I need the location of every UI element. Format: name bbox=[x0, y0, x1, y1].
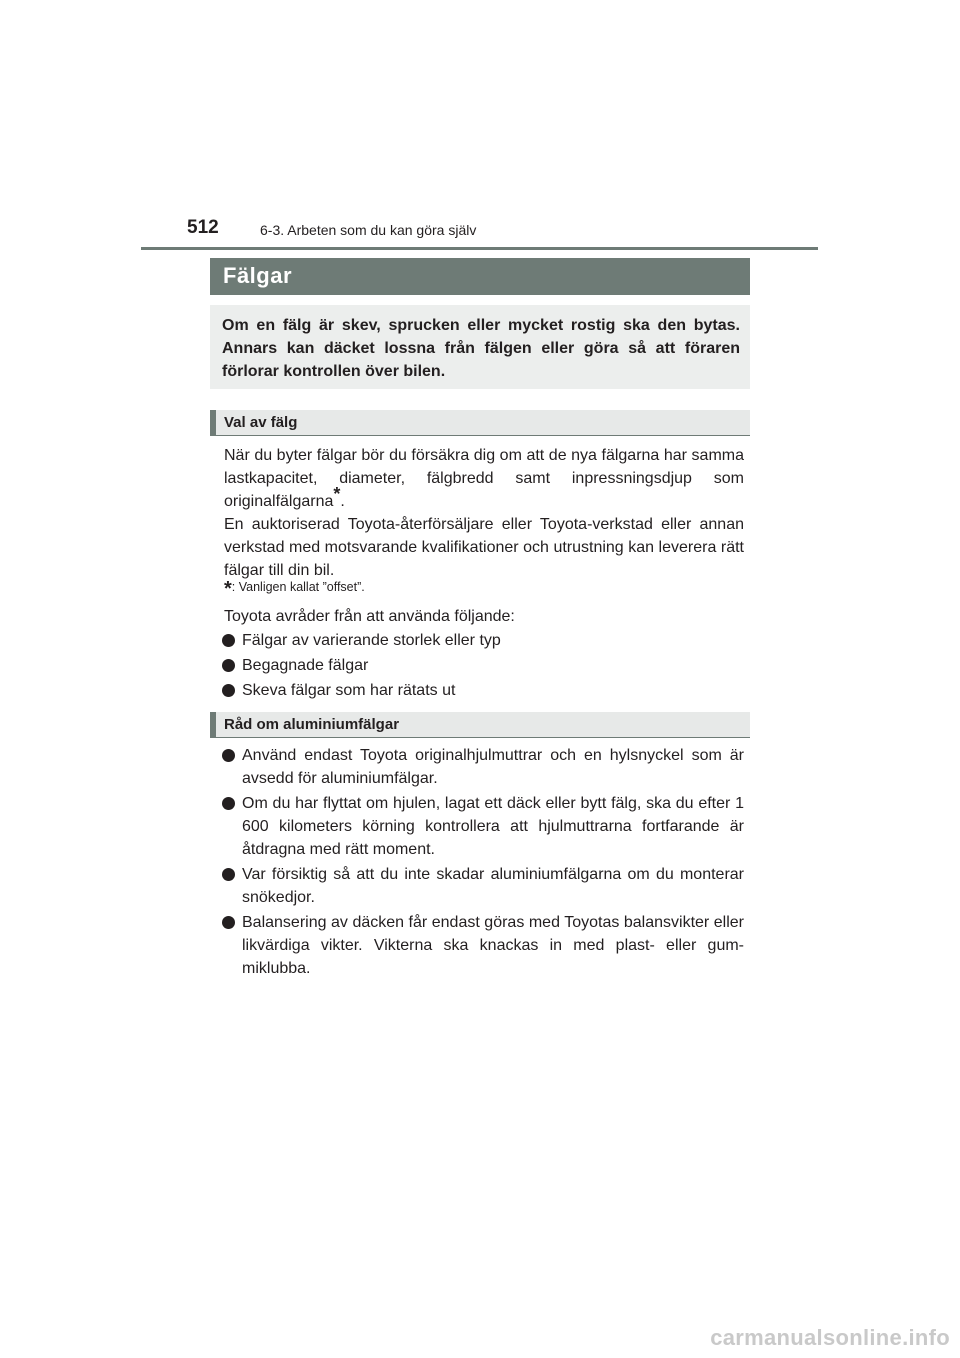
bullet-text: Använd endast Toyota originalhjulmuttrar och en hylsnyckel som är avsedd för aluminiumfälgar. bbox=[242, 747, 744, 787]
list-item bbox=[222, 629, 744, 652]
bullet-text: Balansering av däcken får endast göras med Toyotas balansvikter eller likvärdiga vikter. Vikterna ska knackas in med plast- eller gummiklubba. bbox=[242, 914, 744, 977]
bullet-text: Var försiktig så att du inte skadar aluminiumfälgarna om du monterar snökedjor. bbox=[242, 866, 744, 906]
section-heading-aluminiumfalgar bbox=[210, 712, 750, 738]
bullet-dot-icon bbox=[222, 797, 235, 810]
intro-text: Om en fälg är skev, sprucken eller mycket rostig ska den bytas. Annars kan däcket lossna från fälgen eller göra så att föraren förlorar kontrollen över bilen. bbox=[222, 317, 740, 380]
bullet-dot-icon bbox=[222, 684, 235, 697]
list-item bbox=[222, 679, 744, 702]
list-item bbox=[222, 863, 744, 909]
section1-paragraph-2: En auktoriserad Toyota-återförsäljare eller Toyota-verkstad eller annan verkstad med motsvarande kvalifikationer och utrustning kan leverera rätt fälgar till din bil. bbox=[224, 516, 744, 579]
para1-text: När du byter fälgar bör du försäkra dig om att de nya fälgarna har samma lastkapacitet, diameter, fälgbredd samt inpressningsdjup som originalfälgarna bbox=[224, 447, 744, 510]
bullet-text: Begagnade fälgar bbox=[242, 657, 369, 674]
section1-lead bbox=[224, 605, 744, 628]
bullet-dot-icon bbox=[222, 749, 235, 762]
page-title: Fälgar bbox=[223, 263, 293, 288]
intro-box bbox=[210, 305, 750, 389]
bullet-dot-icon bbox=[222, 868, 235, 881]
running-head: 6-3. Arbeten som du kan göra själv bbox=[260, 222, 477, 238]
lead-text: Toyota avråder från att använda följande: bbox=[224, 608, 515, 625]
list-item bbox=[222, 654, 744, 677]
section2-bullet-list bbox=[222, 744, 744, 982]
bullet-dot-icon bbox=[222, 659, 235, 672]
footnote bbox=[224, 578, 365, 601]
section-heading-label: Val av fälg bbox=[224, 414, 298, 431]
watermark: carmanualsonline.info bbox=[710, 1325, 950, 1350]
bullet-dot-icon bbox=[222, 916, 235, 929]
page-number: 512 bbox=[187, 217, 219, 238]
footnote-marker: * bbox=[333, 484, 341, 504]
bullet-text: Om du har flyttat om hjulen, lagat ett däck eller bytt fälg, ska du efter 1 600 kilometers körning kontrollera att hjulmuttrarna fortfarande är åtdragna med rätt moment. bbox=[242, 795, 744, 858]
title-bar bbox=[210, 258, 750, 295]
list-item bbox=[222, 792, 744, 861]
section-heading-label: Råd om aluminiumfälgar bbox=[224, 716, 400, 733]
list-item bbox=[222, 744, 744, 790]
footnote-text: : Vanligen kallat ”offset”. bbox=[231, 580, 365, 594]
section1-bullet-list bbox=[222, 629, 744, 704]
bullet-text: Skeva fälgar som har rätats ut bbox=[242, 682, 456, 699]
section1-body bbox=[224, 444, 744, 582]
bullet-text: Fälgar av varierande storlek eller typ bbox=[242, 632, 501, 649]
bullet-dot-icon bbox=[222, 634, 235, 647]
para1-end: . bbox=[340, 493, 345, 510]
page-header bbox=[141, 213, 818, 250]
list-item bbox=[222, 911, 744, 980]
section1-paragraph-1 bbox=[224, 444, 744, 513]
footnote-star: * bbox=[224, 578, 232, 600]
section-heading-val-av-falg bbox=[210, 410, 750, 436]
